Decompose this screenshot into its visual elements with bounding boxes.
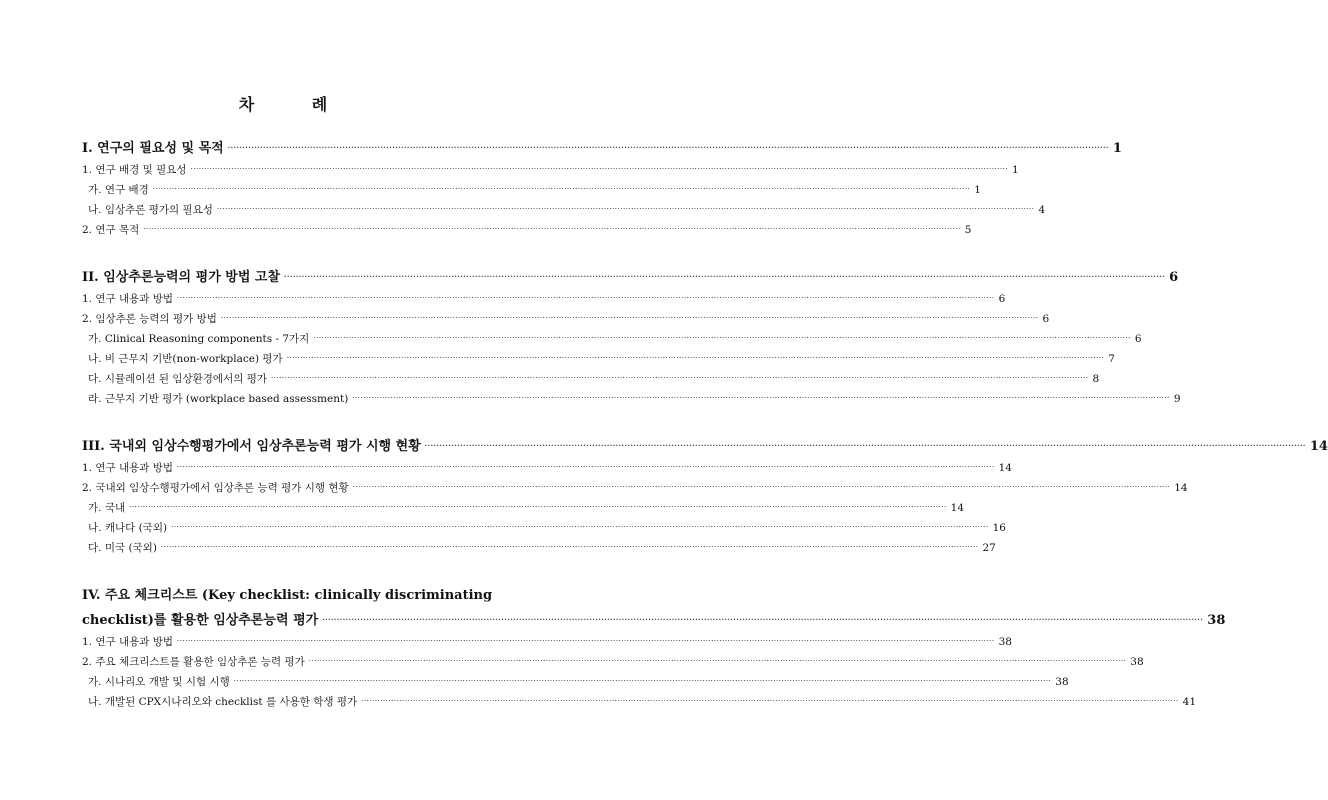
entry-label: IV. 주요 체크리스트 (Key checklist: clinically discriminating <box>82 588 493 603</box>
toc-entry-section-4-line1[interactable] <box>82 584 493 603</box>
entry-page: 38 <box>998 636 1012 648</box>
entry-page: 14 <box>1309 439 1328 454</box>
entry-label: 2. 임상추론 능력의 평가 방법 <box>82 313 217 325</box>
dot-leader: ············································································································································································································································································································ <box>177 294 995 302</box>
dot-leader: ············································································································································································································································································································ <box>227 143 1109 152</box>
toc-entry-section-3[interactable] <box>82 435 1328 454</box>
dot-leader: ············································································································································································································································································································ <box>424 441 1306 450</box>
entry-page: 7 <box>1108 353 1115 365</box>
entry-label: 나. 임상추론 평가의 필요성 <box>88 204 213 216</box>
toc-entry[interactable] <box>88 371 1100 386</box>
entry-label: 다. 시뮬레이션 된 임상환경에서의 평가 <box>88 373 267 385</box>
entry-page: 5 <box>964 224 972 236</box>
toc-entry[interactable] <box>82 634 1012 649</box>
toc-entry[interactable] <box>82 162 1019 177</box>
entry-page: 41 <box>1182 696 1197 708</box>
toc-entry[interactable] <box>82 311 1050 326</box>
entry-label: 1. 연구 내용과 방법 <box>82 636 174 648</box>
entry-page: 38 <box>1130 656 1144 668</box>
entry-label: 가. Clinical Reasoning components - 7가지 <box>88 333 310 345</box>
entry-page: 14 <box>998 462 1012 474</box>
toc-entry[interactable] <box>88 182 981 197</box>
entry-page: 16 <box>992 522 1006 534</box>
toc-entry-section-1[interactable] <box>82 137 1122 156</box>
dot-leader: ············································································································································································································································································································ <box>284 272 1166 281</box>
dot-leader: ············································································································································································································································································································ <box>190 165 1009 173</box>
dot-leader: ············································································································································································································································································································ <box>322 615 1204 624</box>
entry-page: 6 <box>1042 313 1050 325</box>
entry-label: 1. 연구 내용과 방법 <box>82 293 174 305</box>
entry-page: 9 <box>1173 393 1181 405</box>
entry-page: 1 <box>1112 141 1122 156</box>
entry-label: 나. 개발된 CPX시나리오와 checklist 를 사용한 학생 평가 <box>88 696 358 708</box>
dot-leader: ············································································································································································································································································································ <box>216 205 1035 213</box>
entry-label: 다. 미국 (국외) <box>88 542 157 554</box>
entry-label: 가. 연구 배경 <box>88 184 149 196</box>
entry-page: 14 <box>950 502 965 514</box>
entry-label: I. 연구의 필요성 및 목적 <box>82 141 224 156</box>
entry-label: II. 임상추론능력의 평가 방법 고찰 <box>82 270 281 285</box>
entry-page: 6 <box>998 293 1006 305</box>
entry-label: 나. 비 근무지 기반(non-workplace) 평가 <box>88 353 283 365</box>
entry-page: 38 <box>1055 676 1069 688</box>
dot-leader: ············································································································································································································································································································ <box>361 697 1179 705</box>
entry-label: 가. 국내 <box>88 502 126 514</box>
dot-leader: ············································································································································································································································································································ <box>160 543 979 551</box>
entry-label: 1. 연구 내용과 방법 <box>82 462 174 474</box>
toc-entry[interactable] <box>88 391 1181 406</box>
dot-leader: ············································································································································································································································································································ <box>152 185 971 193</box>
toc-entry[interactable] <box>88 540 996 555</box>
dot-leader: ············································································································································································································································································································ <box>313 334 1131 342</box>
dot-leader: ············································································································································································································································································································ <box>308 657 1127 665</box>
entry-page: 27 <box>982 542 996 554</box>
toc-entry-section-4-line2[interactable] <box>82 609 1226 628</box>
toc-entry[interactable] <box>82 222 972 237</box>
entry-page: 1 <box>1012 164 1019 176</box>
entry-page: 4 <box>1038 204 1046 216</box>
dot-leader: ············································································································································································································································································································ <box>220 314 1039 322</box>
dot-leader: ············································································································································································································································································································ <box>286 354 1105 362</box>
toc-entry[interactable] <box>88 674 1069 689</box>
entry-label: checklist)를 활용한 임상추론능력 평가 <box>82 613 319 628</box>
entry-label: 2. 연구 목적 <box>82 224 140 236</box>
toc-entry[interactable] <box>88 520 1006 535</box>
dot-leader: ············································································································································································································································································································ <box>352 483 1171 491</box>
dot-leader: ············································································································································································································································································································ <box>352 394 1170 402</box>
dot-leader: ············································································································································································································································································································ <box>270 374 1089 382</box>
entry-page: 14 <box>1174 482 1188 494</box>
entry-label: 2. 국내외 임상수행평가에서 임상추론 능력 평가 시행 현황 <box>82 482 349 494</box>
entry-label: 1. 연구 배경 및 필요성 <box>82 164 187 176</box>
toc-entry[interactable] <box>82 654 1144 669</box>
entry-label: 나. 캐나다 (국외) <box>88 522 168 534</box>
toc-entry[interactable] <box>88 500 965 515</box>
entry-label: 2. 주요 체크리스트를 활용한 임상추론 능력 평가 <box>82 656 305 668</box>
toc-entry[interactable] <box>88 694 1197 709</box>
toc-entry[interactable] <box>88 202 1046 217</box>
entry-label: III. 국내외 임상수행평가에서 임상추론능력 평가 시행 현황 <box>82 439 421 454</box>
entry-label: 가. 시나리오 개발 및 시험 시행 <box>88 676 230 688</box>
dot-leader: ············································································································································································································································································································ <box>177 463 995 471</box>
toc-entry-section-2[interactable] <box>82 266 1179 285</box>
entry-page: 8 <box>1092 373 1100 385</box>
dot-leader: ············································································································································································································································································································ <box>177 637 995 645</box>
entry-label: 라. 근무지 기반 평가 (workplace based assessment) <box>88 393 349 405</box>
toc-entry[interactable] <box>88 331 1142 346</box>
entry-page: 1 <box>974 184 981 196</box>
dot-leader: ············································································································································································································································································································ <box>143 225 961 233</box>
dot-leader: ············································································································································································································································································································ <box>129 503 947 511</box>
toc-entry[interactable] <box>82 460 1012 475</box>
dot-leader: ············································································································································································································································································································ <box>171 523 989 531</box>
entry-page: 38 <box>1207 613 1226 628</box>
toc-entry[interactable] <box>88 351 1115 366</box>
entry-page: 6 <box>1134 333 1142 345</box>
toc-title: 차 례 <box>238 95 354 114</box>
entry-page: 6 <box>1169 270 1179 285</box>
dot-leader: ············································································································································································································································································································ <box>233 677 1052 685</box>
toc-entry[interactable] <box>82 480 1188 495</box>
toc-entry[interactable] <box>82 291 1006 306</box>
